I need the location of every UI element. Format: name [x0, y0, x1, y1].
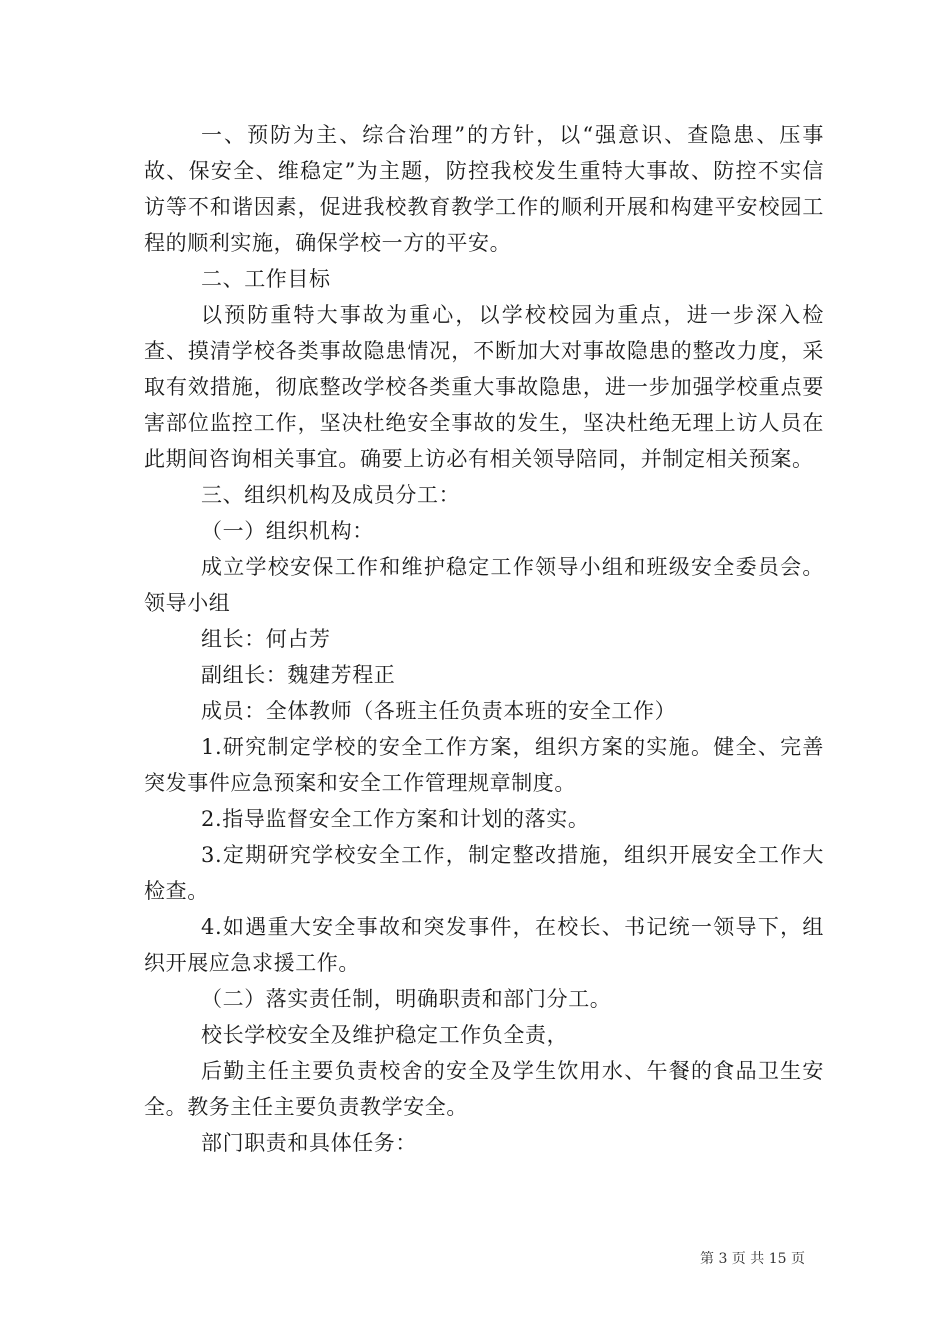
paragraph: 成员：全体教师（各班主任负责本班的安全工作）: [201, 699, 677, 723]
paragraph: 以预防重特大事故为重心，以学校校园为重点，进一步深入检查、摸清学校各类事故隐患情况，不断加大对事故隐患的整改力度，采取有效措施，彻底整改学校各类重大事故隐患，进一步加强学校重点要害部位监控工作，坚决杜绝安全事故的发生，坚决杜绝无理上访人员在此期间咨询相关事宜。确要上访必有相关领导陪同，并制定相关预案。: [144, 303, 824, 471]
paragraph: 三、组织机构及成员分工：: [201, 483, 461, 507]
document-body: [144, 117, 824, 1161]
paragraph: 4.如遇重大安全事故和突发事件，在校长、书记统一领导下，组织开展应急求援工作。: [144, 915, 824, 975]
paragraph: （一）组织机构：: [201, 519, 374, 543]
paragraph: 2.指导监督安全工作方案和计划的落实。: [201, 807, 590, 831]
paragraph: 副组长：魏建芳程正: [201, 663, 396, 687]
paragraph: 3.定期研究学校安全工作，制定整改措施，组织开展安全工作大检查。: [144, 843, 824, 903]
paragraph: 后勤主任主要负责校舍的安全及学生饮用水、午餐的食品卫生安全。教务主任主要负责教学安全。: [144, 1059, 824, 1119]
paragraph: （二）落实责任制，明确职责和部门分工。: [201, 987, 612, 1011]
paragraph: 部门职责和具体任务：: [201, 1131, 417, 1155]
paragraph: 成立学校安保工作和维护稳定工作领导小组和班级安全委员会。领导小组: [144, 555, 824, 615]
paragraph: 1.研究制定学校的安全工作方案，组织方案的实施。健全、完善突发事件应急预案和安全工作管理规章制度。: [144, 735, 824, 795]
paragraph: 二、工作目标: [201, 267, 331, 291]
paragraph: 校长学校安全及维护稳定工作负全责，: [201, 1023, 569, 1047]
page-number: 第 3 页 共 15 页: [700, 1251, 805, 1267]
paragraph: 一、预防为主、综合治理”的方针，以“强意识、查隐患、压事故、保安全、维稳定”为主题，防控我校发生重特大事故、防控不实信访等不和谐因素，促进我校教育教学工作的顺利开展和构建平安校园工程的顺利实施，确保学校一方的平安。: [144, 123, 824, 255]
paragraph: 组长：何占芳: [201, 627, 331, 651]
